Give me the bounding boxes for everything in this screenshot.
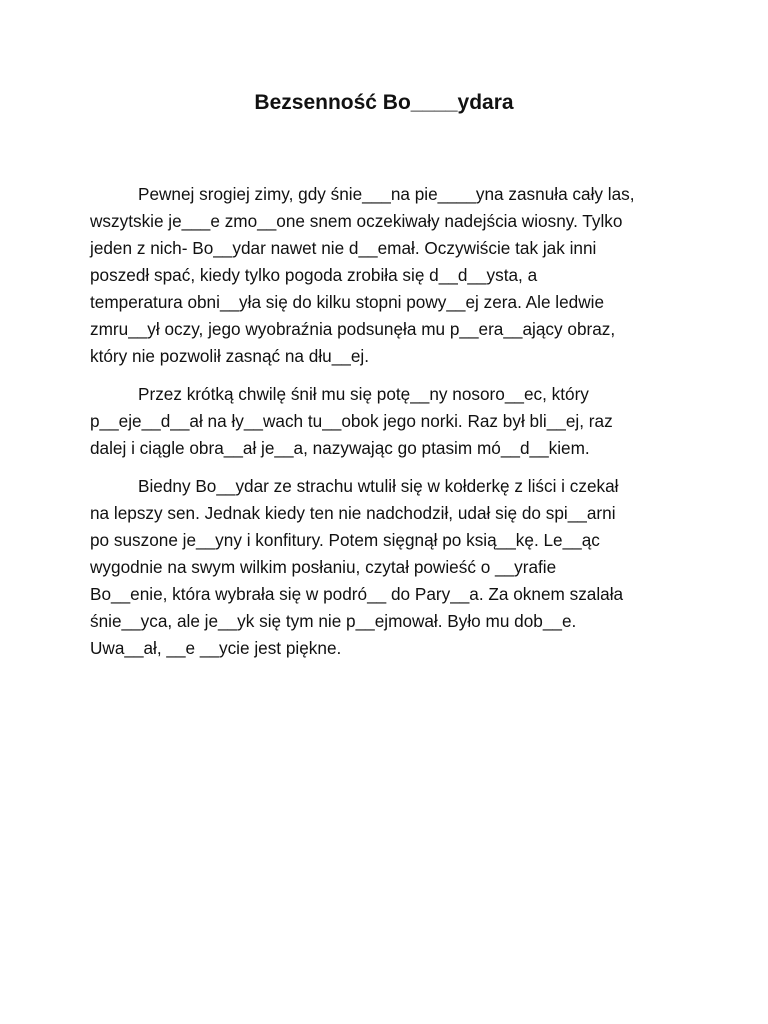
paragraph-2 <box>90 381 680 462</box>
text-line: zmru__ył oczy, jego wyobraźnia podsunęła mu p__era__ający obraz, <box>90 319 616 339</box>
text-line: p__eje__d__ał na ły__wach tu__obok jego norki. Raz był bli__ej, raz <box>90 411 613 431</box>
text-line: temperatura obni__yła się do kilku stopni powy__ej zera. Ale ledwie <box>90 292 605 312</box>
paragraph-1 <box>90 181 680 370</box>
text-line: jeden z nich- Bo__ydar nawet nie d__emał. Oczywiście tak jak inni <box>90 238 597 258</box>
document-title: Bezsenność Bo____ydara <box>254 91 514 114</box>
text-line: wygodnie na swym wilkim posłaniu, czytał powieść o __yrafie <box>90 557 557 577</box>
text-line: Przez krótką chwilę śnił mu się potę__ny nosoro__ec, który <box>138 384 589 404</box>
text-line: poszedł spać, kiedy tylko pogoda zrobiła się d__d__ysta, a <box>90 265 538 285</box>
text-line: po suszone je__yny i konfitury. Potem sięgnął po ksią__kę. Le__ąc <box>90 530 600 550</box>
text-line: Bo__enie, która wybrała się w podró__ do Pary__a. Za oknem szalała <box>90 584 624 604</box>
text-line: Pewnej srogiej zimy, gdy śnie___na pie____yna zasnuła cały las, <box>138 184 635 204</box>
text-line: Uwa__ał, __e __ycie jest piękne. <box>90 638 342 658</box>
text-line: na lepszy sen. Jednak kiedy ten nie nadchodził, udał się do spi__arni <box>90 503 616 523</box>
text-line: śnie__yca, ale je__yk się tym nie p__ejmował. Było mu dob__e. <box>90 611 577 631</box>
text-line: Biedny Bo__ydar ze strachu wtulił się w kołderkę z liści i czekał <box>138 476 619 496</box>
paragraph-3 <box>90 473 680 662</box>
text-line: który nie pozwolił zasnąć na dłu__ej. <box>90 346 369 366</box>
text-line: dalej i ciągle obra__ał je__a, nazywając go ptasim mó__d__kiem. <box>90 438 590 458</box>
text-line: wszytskie je___e zmo__one snem oczekiwały nadejścia wiosny. Tylko <box>90 211 623 231</box>
document-body <box>90 181 680 673</box>
